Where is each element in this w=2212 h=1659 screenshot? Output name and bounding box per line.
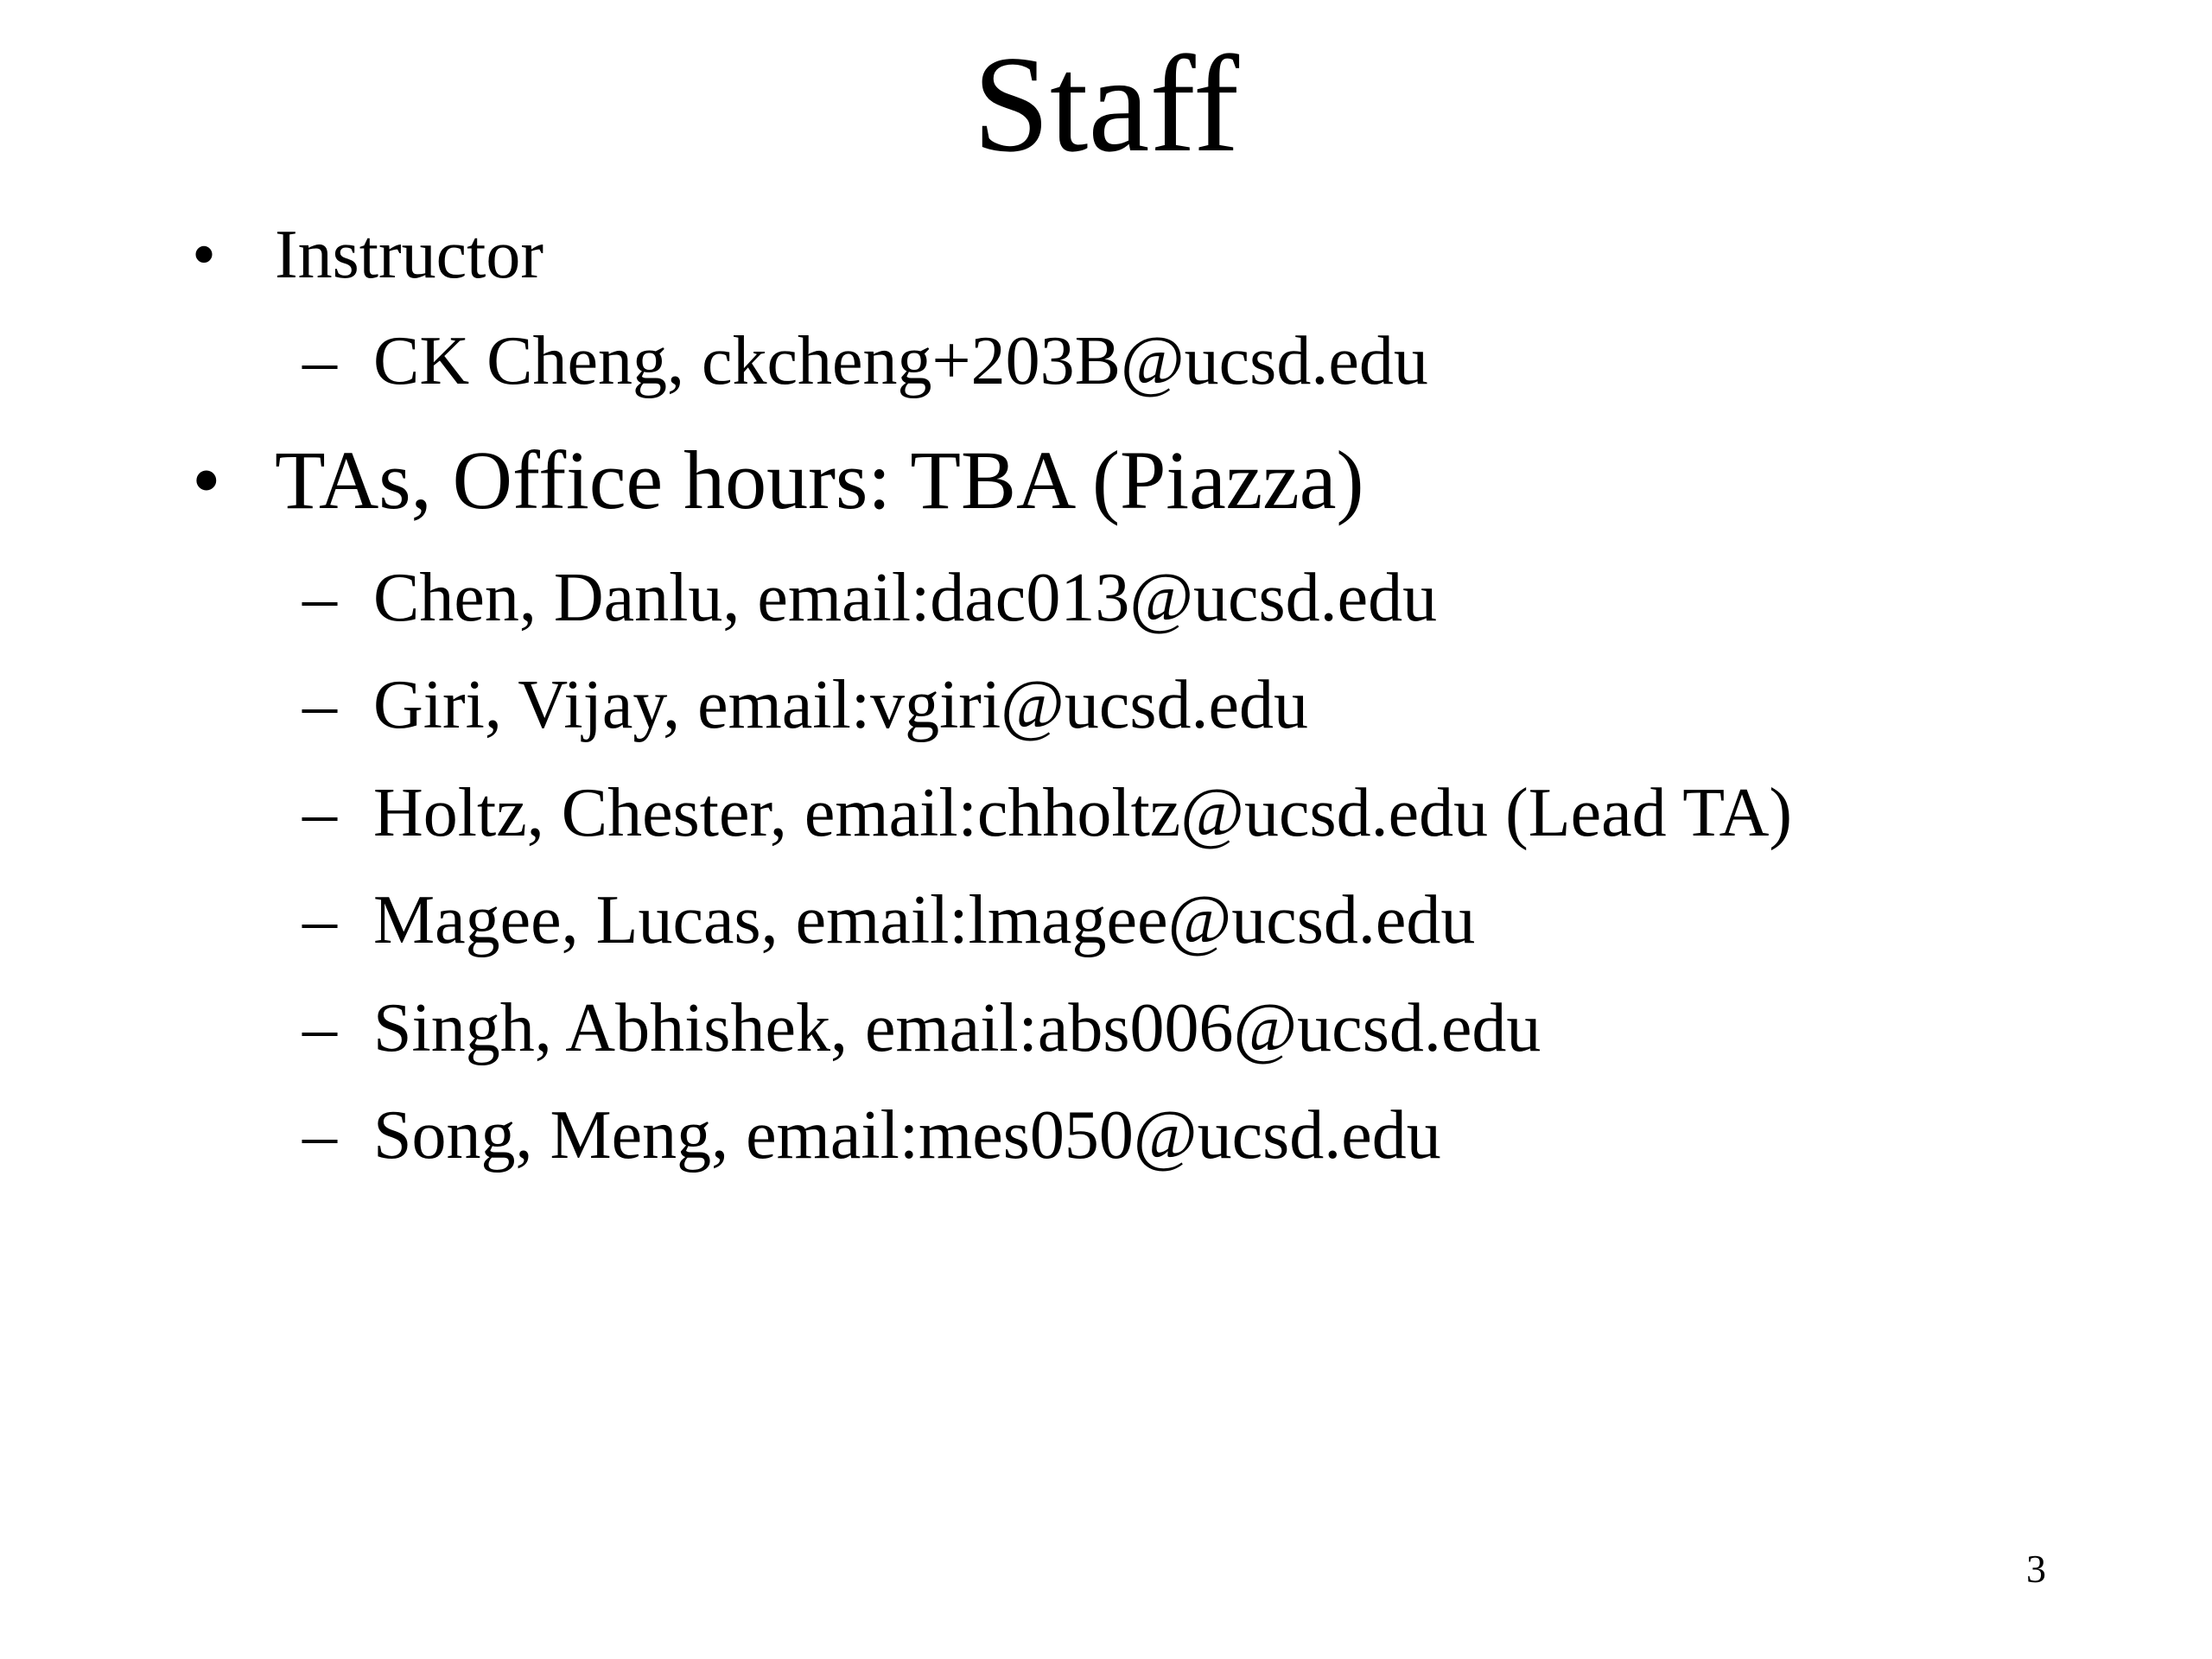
ta-entry: Magee, Lucas, email:lmagee@ucsd.edu <box>373 882 1476 958</box>
dash-icon: – <box>302 1097 337 1173</box>
dash-icon: – <box>302 323 337 399</box>
ta-entry: Song, Meng, email:mes050@ucsd.edu <box>373 1097 1441 1173</box>
page-number: 3 <box>2026 1547 2046 1591</box>
ta-entry: Singh, Abhishek, email:abs006@ucsd.edu <box>373 990 1541 1066</box>
bullet-icon: • <box>192 434 221 526</box>
section-heading-instructor: Instructor <box>275 217 544 293</box>
section-heading-tas: TAs, Office hours: TBA (Piazza) <box>275 434 1364 526</box>
bullet-icon: • <box>192 217 217 293</box>
dash-icon: – <box>302 990 337 1066</box>
dash-icon: – <box>302 667 337 743</box>
instructor-entry: CK Cheng, ckcheng+203B@ucsd.edu <box>373 323 1428 399</box>
dash-icon: – <box>302 560 337 636</box>
slide-title: Staff <box>972 27 1240 181</box>
dash-icon: – <box>302 882 337 958</box>
dash-icon: – <box>302 775 337 851</box>
ta-entry: Chen, Danlu, email:dac013@ucsd.edu <box>373 560 1438 636</box>
ta-entry-lead: Holtz, Chester, email:chholtz@ucsd.edu (Lead TA) <box>373 775 1793 851</box>
ta-entry: Giri, Vijay, email:vgiri@ucsd.edu <box>373 667 1308 743</box>
